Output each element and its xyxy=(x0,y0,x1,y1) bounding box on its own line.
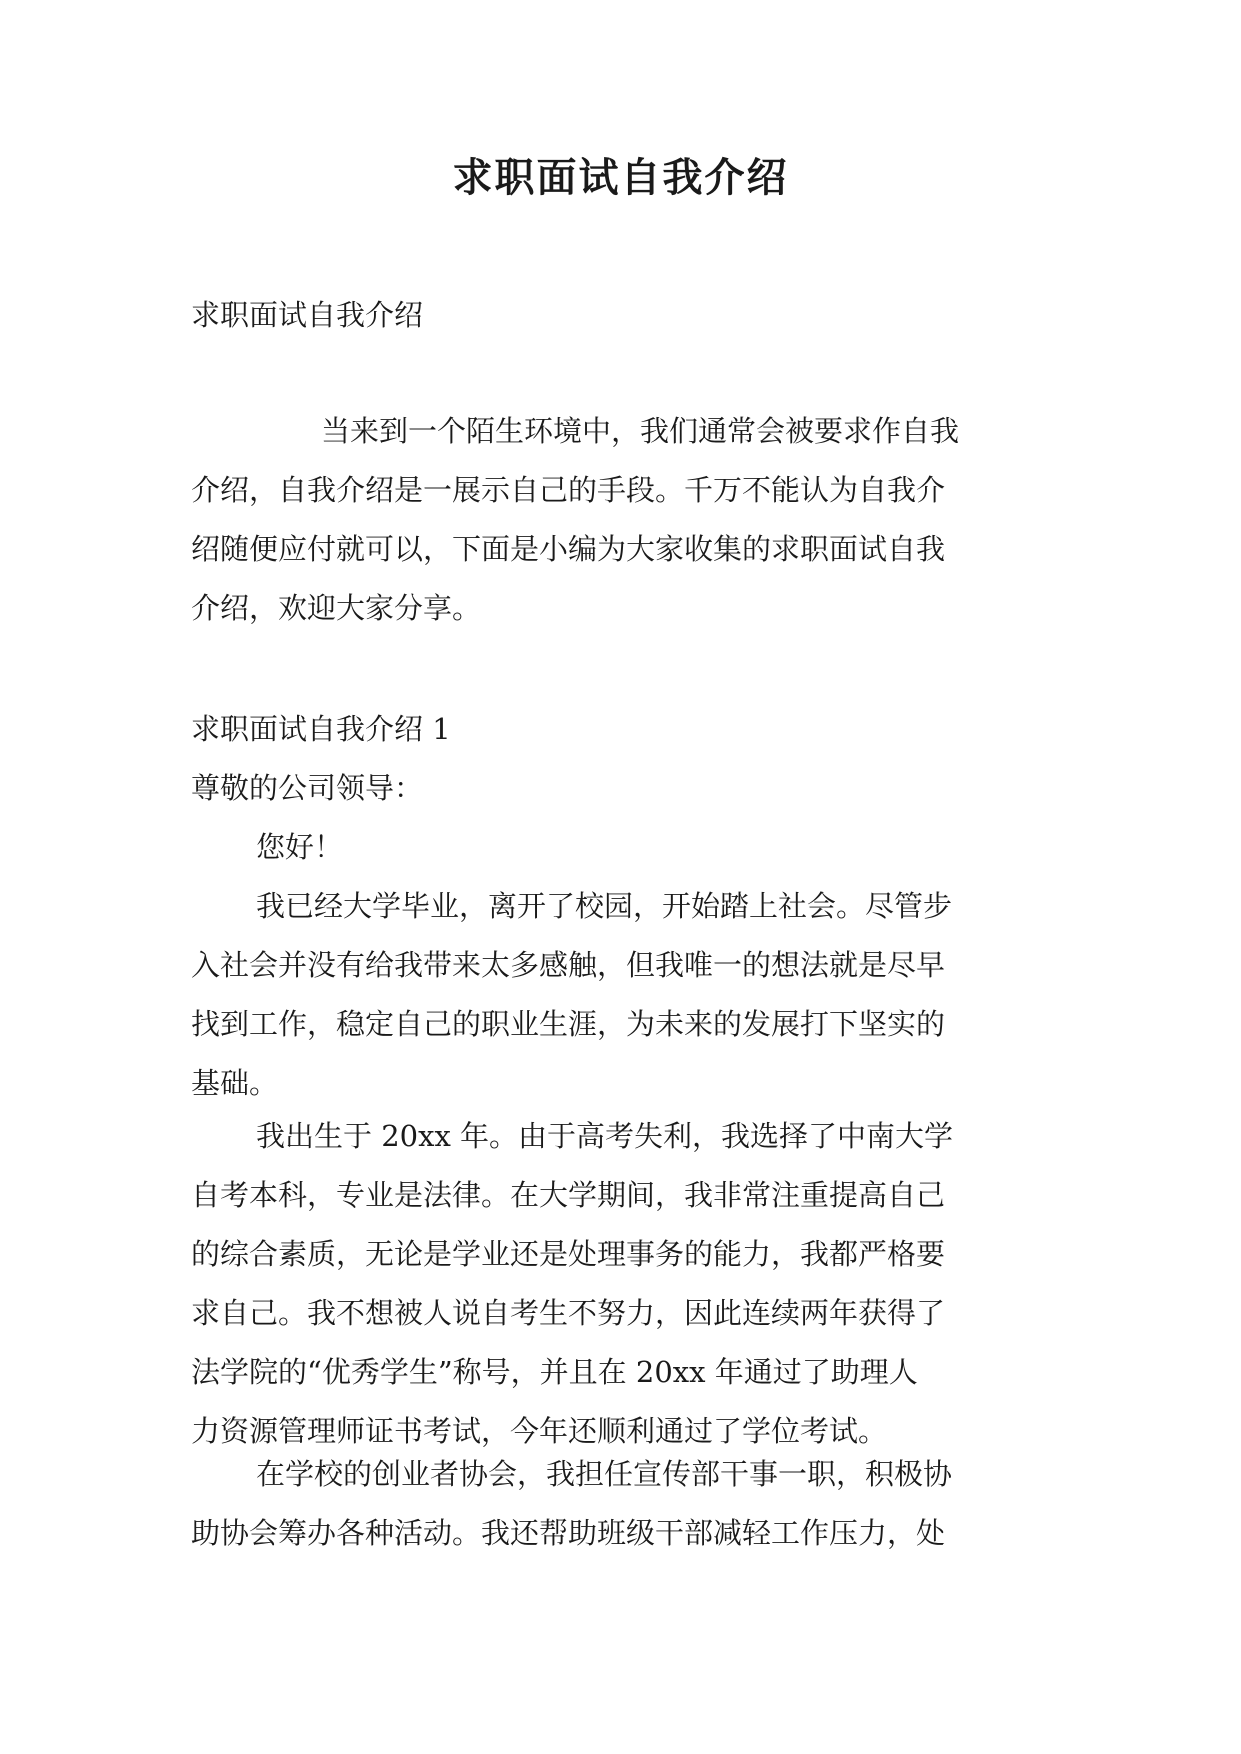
intro-line: 介绍，欢迎大家分享。 xyxy=(191,591,482,625)
paragraph-line: 找到工作，稳定自己的职业生涯，为未来的发展打下坚实的 xyxy=(191,1007,946,1041)
paragraph-line: 法学院的“优秀学生”称号，并且在 20xx 年通过了助理人 xyxy=(191,1355,918,1389)
paragraph-line: 求自己。我不想被人说自考生不努力，因此连续两年获得了 xyxy=(191,1296,946,1330)
paragraph-line: 力资源管理师证书考试，今年还顺利通过了学位考试。 xyxy=(191,1414,888,1448)
paragraph-line: 入社会并没有给我带来太多感触，但我唯一的想法就是尽早 xyxy=(191,948,946,982)
document-subtitle: 求职面试自我介绍 xyxy=(191,298,424,332)
section-heading: 求职面试自我介绍 1 xyxy=(191,712,451,746)
intro-line: 绍随便应付就可以，下面是小编为大家收集的求职面试自我 xyxy=(191,532,946,566)
intro-line: 介绍，自我介绍是一展示自己的手段。千万不能认为自我介 xyxy=(191,473,946,507)
paragraph-line: 我出生于 20xx 年。由于高考失利，我选择了中南大学 xyxy=(256,1119,954,1153)
paragraph-line: 基础。 xyxy=(191,1066,279,1100)
document-title: 求职面试自我介绍 xyxy=(452,155,789,201)
paragraph-line: 在学校的创业者协会，我担任宣传部干事一职，积极协 xyxy=(256,1457,953,1491)
salutation: 尊敬的公司领导： xyxy=(191,771,424,805)
body-paragraph-3 xyxy=(191,1445,1051,1563)
intro-paragraph xyxy=(191,402,1051,638)
paragraph-line: 的综合素质，无论是学业还是处理事务的能力，我都严格要 xyxy=(191,1237,946,1271)
intro-line: 当来到一个陌生环境中，我们通常会被要求作自我 xyxy=(321,414,960,448)
greeting: 您好！ xyxy=(256,830,344,864)
paragraph-line: 我已经大学毕业，离开了校园，开始踏上社会。尽管步 xyxy=(256,889,953,923)
paragraph-line: 助协会筹办各种活动。我还帮助班级干部减轻工作压力，处 xyxy=(191,1516,946,1550)
body-paragraph-1 xyxy=(191,877,1051,1113)
body-paragraph-2 xyxy=(191,1107,1051,1461)
paragraph-line: 自考本科，专业是法律。在大学期间，我非常注重提高自己 xyxy=(191,1178,946,1212)
